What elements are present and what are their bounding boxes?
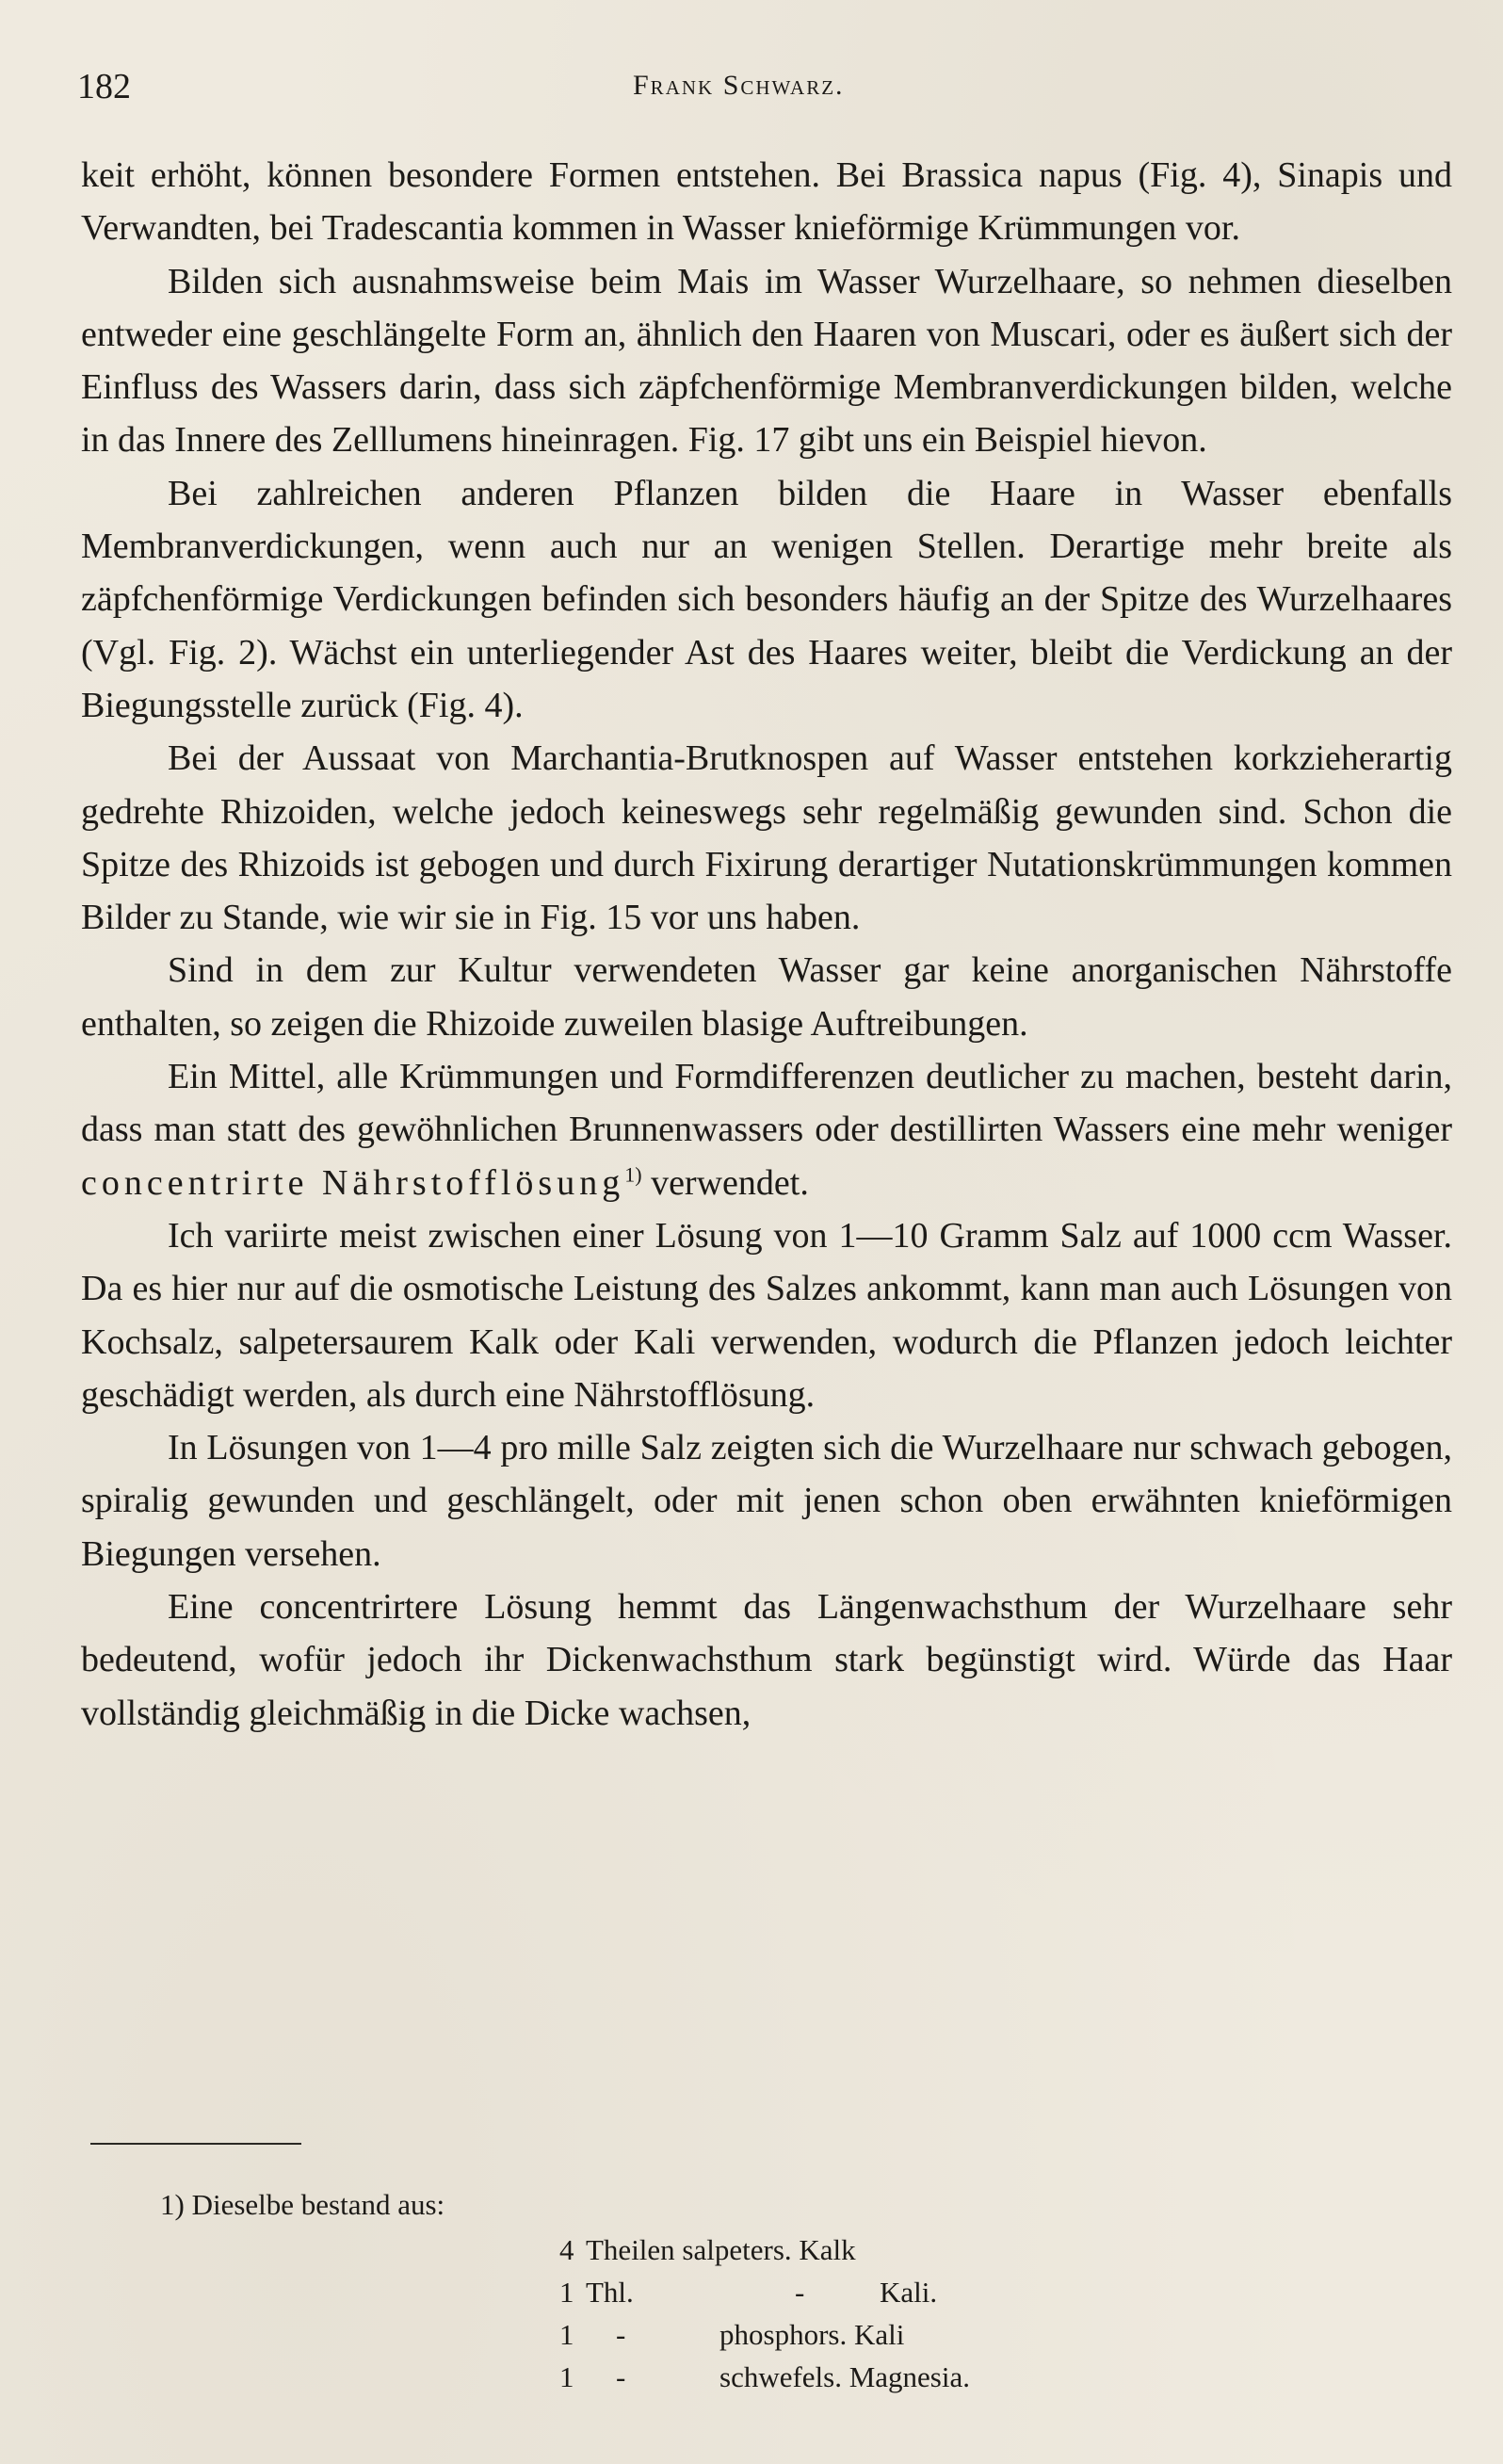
footnote-qty: 4 — [559, 2233, 574, 2266]
footnote-row — [559, 2229, 1087, 2271]
paragraph-text: Sind in dem zur Kultur verwendeten Wasser gar keine anorganischen Nährstoffe enthalten, so zeigen die Rhizoide zuweilen blasige Auftreibungen. — [81, 950, 1452, 1044]
body-paragraph — [81, 1209, 1452, 1421]
body-paragraph — [81, 467, 1452, 732]
running-head: Frank Schwarz. — [633, 70, 845, 101]
paragraph-text: keit erhöht, können besondere Formen entstehen. Bei Brassica napus (Fig. 4), Sinapis und Verwandten, bei Tradescantia kommen in Wasser knieförmige Krümmungen vor. — [81, 155, 1452, 249]
footnote-row — [559, 2356, 1087, 2398]
footnote-ditto-dash: - — [795, 2276, 805, 2309]
body-text — [81, 149, 1452, 1740]
footnote-ditto-dash: - — [616, 2360, 626, 2393]
footnote-unit: Thl. — [586, 2276, 634, 2309]
body-paragraph — [81, 732, 1452, 944]
body-paragraph — [81, 149, 1452, 255]
paragraph-text: verwendet. — [641, 1162, 809, 1203]
paragraph-text: Ich variirte meist zwischen einer Lösung von 1—10 Gramm Salz auf 1000 ccm Wasser. Da es hier nur auf die osmotische Leistung des Salzes ankommt, kann man auch Lösungen von Kochsalz, salpetersaurem Kalk oder Kali verwenden, wodurch die Pflanzen jedoch leichter geschädigt werden, als durch eine Nährstofflösung. — [81, 1215, 1452, 1415]
footnote-item: Kali. — [880, 2276, 938, 2309]
emphasized-text: concentrirte Nährstofflösung — [81, 1162, 625, 1203]
page-number: 182 — [77, 67, 131, 106]
body-paragraph — [81, 255, 1452, 467]
paragraph-text: In Lösungen von 1—4 pro mille Salz zeigten sich die Wurzelhaare nur schwach gebogen, spiralig gewunden und geschlängelt, oder mit jenen schon oben erwähnten knieförmigen Biegungen versehen. — [81, 1428, 1452, 1574]
footnote-item: Theilen salpeters. Kalk — [586, 2233, 856, 2266]
paragraph-text: Eine concentrirtere Lösung hemmt das Längenwachsthum der Wurzelhaare sehr bedeutend, wofür jedoch ihr Dickenwachsthum stark begünstigt wird. Würde das Haar vollständig gleichmäßig in die Dicke wachsen, — [81, 1587, 1452, 1733]
paragraph-text: Ein Mittel, alle Krümmungen und Formdifferenzen deutlicher zu machen, besteht darin, dass man statt des gewöhnlichen Brunnenwassers oder destillirten Wassers eine mehr weniger — [81, 1057, 1452, 1150]
body-paragraph — [81, 1421, 1452, 1581]
footnote-item: phosphors. Kali — [719, 2318, 905, 2351]
body-paragraph — [81, 1050, 1452, 1209]
footnote-row — [559, 2271, 1087, 2313]
paragraph-text: Bei der Aussaat von Marchantia-Brutknospen auf Wasser entstehen korkzieherartig gedrehte Rhizoiden, welche jedoch keineswegs sehr regelmäßig gewunden sind. Schon die Spitze des Rhizoids ist gebogen und durch Fixirung derartiger Nutationskrümmungen kommen Bilder zu Stande, wie wir sie in Fig. 15 vor uns haben. — [81, 738, 1452, 938]
paragraph-text: Bei zahlreichen anderen Pflanzen bilden die Haare in Wasser ebenfalls Membranverdickungen, wenn auch nur an wenigen Stellen. Derartige mehr breite als zäpfchenförmige Verdickungen befinden sich besonders häufig an der Spitze des Wurzelhaares (Vgl. Fig. 2). Wächst ein unterliegender Ast des Haares weiter, bleibt die Verdickung an der Biegungsstelle zurück (Fig. 4). — [81, 473, 1452, 725]
footnote-qty: 1 — [559, 2318, 574, 2351]
footnote-divider — [90, 2143, 301, 2145]
footnote-qty: 1 — [559, 2276, 574, 2309]
footnote — [160, 2183, 1384, 2393]
body-paragraph — [81, 1581, 1452, 1740]
body-paragraph — [81, 944, 1452, 1050]
footnote-intro: 1) Dieselbe bestand aus: — [160, 2188, 445, 2221]
footnote-reference: 1) — [624, 1161, 642, 1186]
paragraph-text: Bilden sich ausnahmsweise beim Mais im Wasser Wurzelhaare, so nehmen dieselben entweder eine geschlängelte Form an, ähnlich den Haaren von Muscari, oder es äußert sich der Einfluss des Wassers darin, dass sich zäpfchenförmige Membranverdickungen bilden, welche in das Innere des Zelllumens hineinragen. Fig. 17 gibt uns ein Beispiel hievon. — [81, 261, 1452, 461]
footnote-item: schwefels. Magnesia. — [719, 2360, 970, 2393]
page-header — [77, 66, 1452, 122]
footnote-row — [559, 2313, 1087, 2356]
footnote-qty: 1 — [559, 2360, 574, 2393]
footnote-ingredient-list — [559, 2229, 1087, 2398]
footnote-ditto-dash: - — [616, 2318, 626, 2351]
